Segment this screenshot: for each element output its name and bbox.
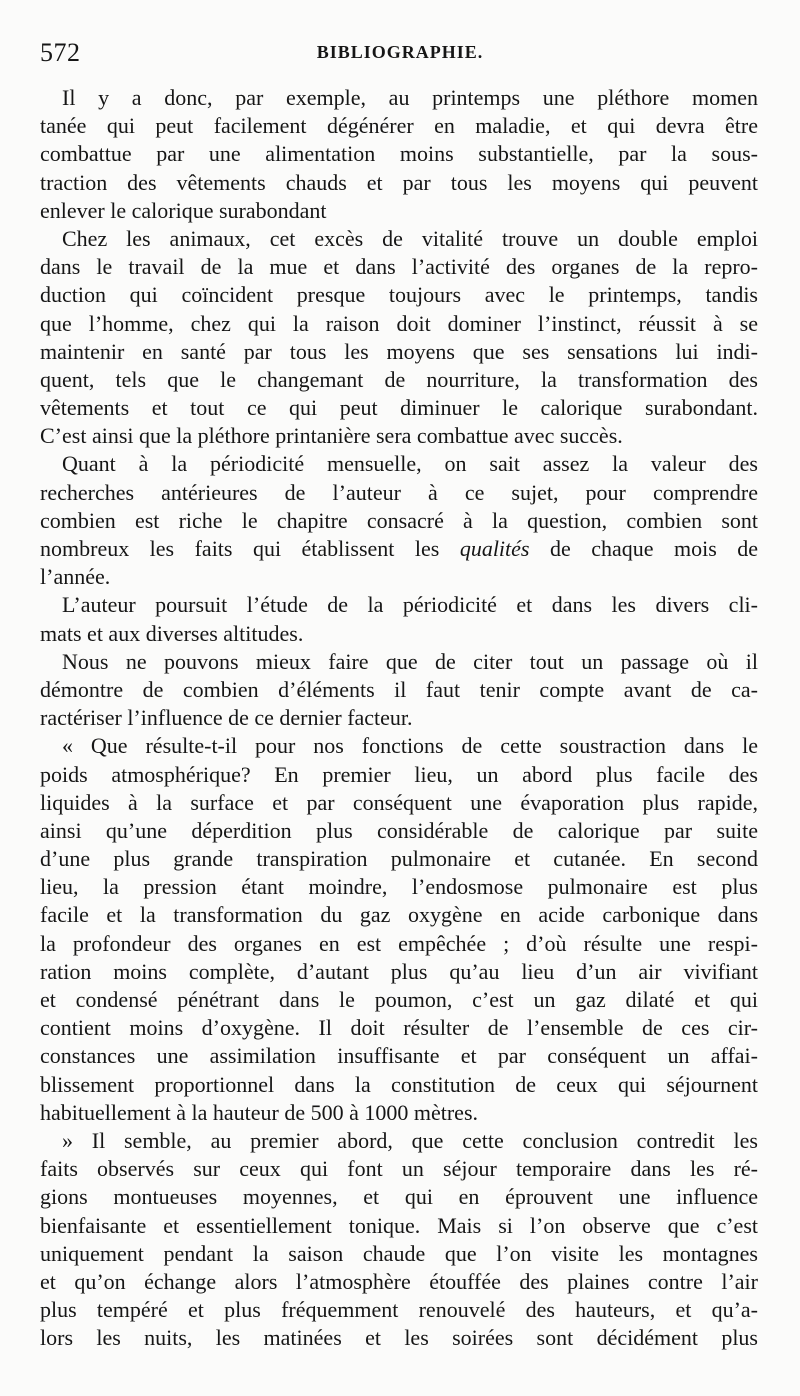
emphasis: qualités	[459, 536, 530, 561]
text-line: Chez les animaux, cet excès de vitalité trouve un double emploi	[62, 225, 758, 251]
text-line: C’est ainsi que la pléthore printanière sera combattue avec succès.	[40, 423, 623, 449]
text-line: et condensé pénétrant dans le poumon, c’est un gaz dilaté et qui	[40, 987, 758, 1012]
page-number: 572	[40, 38, 81, 67]
text-line: contient moins d’oxygène. Il doit résulter de l’ensemble de ces cir-	[40, 1015, 758, 1041]
text-line: habituellement à la hauteur de 500 à 1000 mètres.	[40, 1099, 479, 1125]
text-line: traction des vêtements chauds et par tous les moyens qui peuvent	[40, 169, 758, 195]
text-line: faits observés sur ceux qui font un séjour temporaire dans les ré-	[40, 1156, 758, 1182]
text-line: ration moins complète, d’autant plus qu’au lieu d’un air vivifiant	[40, 958, 758, 984]
text-line: que l’homme, chez qui la raison doit dominer l’instinct, réussit à se	[40, 310, 758, 336]
running-title: BIBLIOGRAPHIE.	[316, 42, 484, 62]
text-line: la profondeur des organes en est empêchée ; d’où résulte une respi-	[40, 930, 758, 956]
text-line: d’une plus grande transpiration pulmonaire et cutanée. En second	[40, 846, 758, 872]
text-line: facile et la transformation du gaz oxygène en acide carbonique dans	[40, 902, 758, 928]
text-line: poids atmosphérique? En premier lieu, un abord plus facile des	[40, 761, 758, 787]
text-line: Il y a donc, par exemple, au printemps une pléthore momen	[62, 85, 758, 110]
text-line: ainsi qu’une déperdition plus considérable de calorique par suite	[40, 817, 758, 843]
text-line: dans le travail de la mue et dans l’activité des organes de la repro-	[40, 254, 758, 280]
text-line: ractériser l’influence de ce dernier facteur.	[40, 705, 413, 731]
text-line: » Il semble, au premier abord, que cette conclusion contredit les	[62, 1127, 758, 1153]
text-line: mats et aux diverses altitudes.	[40, 620, 304, 646]
text-line: blissement proportionnel dans la constitution de ceux qui séjournent	[40, 1071, 758, 1097]
text-line: lors les nuits, les matinées et les soirées sont décidément plus	[40, 1325, 758, 1351]
text-line: combien est riche le chapitre consacré à la question, combien sont	[40, 507, 758, 533]
text-line: enlever le calorique surabondant	[40, 197, 327, 223]
text-line: plus tempéré et plus fréquemment renouvelé des hauteurs, et qu’a-	[40, 1297, 758, 1323]
text-line: l’année.	[40, 564, 111, 590]
text-line: Nous ne pouvons mieux faire que de citer tout un passage où il	[62, 648, 758, 674]
body-text	[40, 84, 758, 1352]
text-line: et qu’on échange alors l’atmosphère étouffée des plaines contre l’air	[40, 1268, 758, 1294]
text-line: recherches antérieures de l’auteur à ce sujet, pour comprendre	[40, 479, 758, 505]
text-line: L’auteur poursuit l’étude de la périodicité et dans les divers cli-	[62, 592, 758, 618]
running-header	[40, 38, 760, 68]
text-line: « Que résulte-t-il pour nos fonctions de cette soustraction dans le	[62, 733, 758, 759]
text-line: lieu, la pression étant moindre, l’endosmose pulmonaire est plus	[40, 874, 758, 900]
text-line: tanée qui peut facilement dégénérer en maladie, et qui devra être	[40, 113, 758, 139]
text-line: vêtements et tout ce qui peut diminuer le calorique surabondant.	[40, 395, 758, 421]
text-line: duction qui coïncident presque toujours avec le printemps, tandis	[40, 282, 758, 308]
text-line: nombreux les faits qui établissent les qualités de chaque mois de	[40, 536, 759, 561]
text-line: bienfaisante et essentiellement tonique. Mais si l’on observe que c’est	[40, 1212, 758, 1238]
text-line: gions montueuses moyennes, et qui en éprouvent une influence	[40, 1184, 758, 1210]
text-line: Quant à la périodicité mensuelle, on sait assez la valeur des	[62, 451, 758, 477]
text-line: liquides à la surface et par conséquent une évaporation plus rapide,	[40, 789, 758, 815]
text-line: maintenir en santé par tous les moyens que ses sensations lui indi-	[40, 338, 758, 364]
text-line: combattue par une alimentation moins substantielle, par la sous-	[40, 141, 758, 167]
text-line: constances une assimilation insuffisante et par conséquent un affai-	[40, 1043, 758, 1069]
text-line: démontre de combien d’éléments il faut tenir compte avant de ca-	[40, 676, 758, 702]
text-line: uniquement pendant la saison chaude que l’on visite les montagnes	[40, 1240, 758, 1266]
text-line: quent, tels que le changemant de nourriture, la transformation des	[40, 366, 758, 392]
